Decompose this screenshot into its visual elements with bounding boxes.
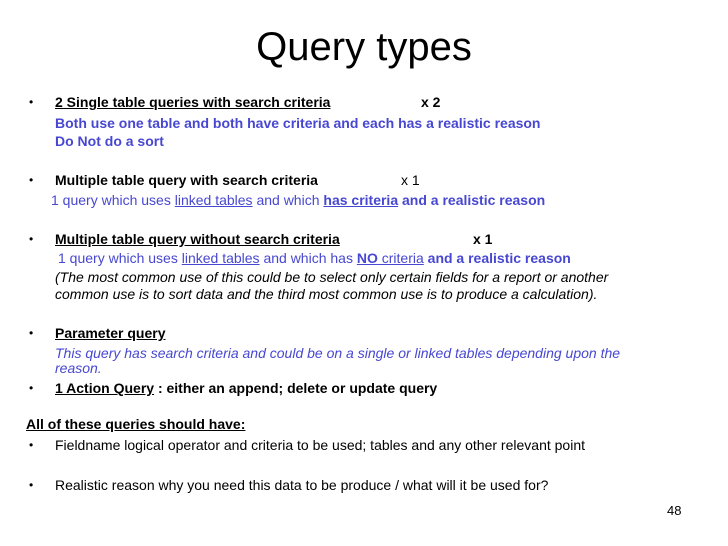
requirement-item: Realistic reason why you need this data to be produce / what will it be used for? (55, 477, 549, 493)
item2-desc-text: and a realistic reason (398, 192, 546, 208)
item2-desc-text: 1 query which uses (51, 192, 175, 208)
linked-tables-term: linked tables (181, 250, 260, 266)
item3-desc-text: 1 query which uses (58, 250, 182, 266)
item5-heading: 1 Action Query (55, 380, 155, 396)
item3-count: x 1 (473, 231, 493, 247)
bullet-icon: • (29, 381, 34, 395)
bullet-icon: • (29, 478, 34, 492)
item1-heading: 2 Single table queries with search criteria (55, 94, 331, 110)
bullet-icon: • (29, 173, 34, 187)
requirement-item: Fieldname logical operator and criteria to be used; tables and any other relevant point (55, 437, 585, 453)
requirements-heading: All of these queries should have: (26, 416, 246, 432)
item3-note-line2: common use is to sort data and the third most common use is to produce a calculation). (55, 286, 598, 302)
item4-description-line2: reason. (55, 360, 102, 376)
item2-count: x 1 (401, 172, 420, 188)
item4-heading: Parameter query (55, 325, 166, 341)
item5-text: : either an append; delete or update query (154, 380, 438, 396)
item1-description: Both use one table and both have criteria and each has a realistic reason (55, 115, 541, 131)
item2-heading: Multiple table query with search criteria (55, 172, 318, 188)
item2-desc-text: and which (252, 192, 324, 208)
item3-desc-text: and which has (259, 250, 357, 266)
item3-note-line1: (The most common use of this could be to select only certain fields for a report or another (55, 269, 609, 285)
item5-line (55, 380, 437, 397)
bullet-icon: • (29, 95, 34, 109)
bullet-icon: • (29, 326, 34, 340)
page-number: 48 (667, 503, 682, 518)
item2-description (51, 192, 545, 209)
item1-count: x 2 (421, 94, 441, 110)
item3-description (58, 250, 571, 267)
bullet-icon: • (29, 232, 34, 246)
no-term: NO (356, 250, 378, 266)
has-criteria-term: has criteria (323, 192, 399, 208)
item1-note: Do Not do a sort (55, 133, 164, 149)
item4-description-line1: This query has search criteria and could be on a single or linked tables depending upon the (55, 345, 621, 361)
item3-desc-text: and a realistic reason (423, 250, 571, 266)
linked-tables-term: linked tables (174, 192, 253, 208)
criteria-term: criteria (377, 250, 424, 266)
item3-heading: Multiple table query without search criteria (55, 231, 340, 247)
slide-title: Query types (256, 25, 472, 69)
bullet-icon: • (29, 438, 34, 452)
